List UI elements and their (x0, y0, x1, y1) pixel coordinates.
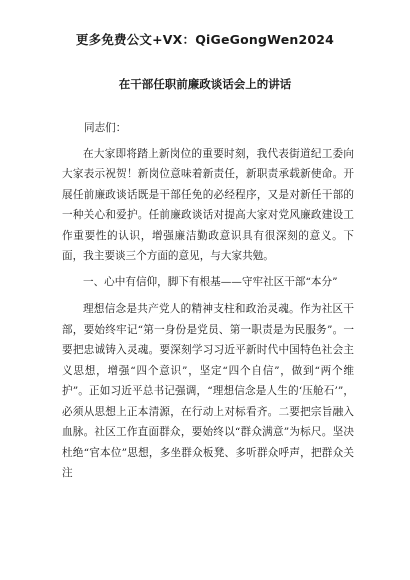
document-title: 在干部任职前廉政谈话会上的讲话 (118, 77, 292, 91)
intro-paragraph: 在大家即将踏上新岗位的重要时刻，我代表街道纪工委向大家表示祝贺！新岗位意味着新责任，新职责承载新使命。开展任前廉政谈话既是干部任免的必经程序，又是对新任干部的一种关心和爱护。任前廉政谈话对提高大家对党风廉政建设工作重要性的认识，增强廉洁勤政意识具有很深刻的意义。下面，我主要谈三个方面的意见，与大家共勉。 (62, 147, 354, 262)
body-paragraph: 理想信念是共产党人的精神支柱和政治灵魂。作为社区干部，要始终牢记“第一身份是党员、第一职责是为民服务”。一要把忠诚铸入灵魂。要深刻学习习近平新时代中国特色社会主义思想，增强“四个意识”，坚定“四个自信”，做到“两个维护”。正如习近平总书记强调，“理想信念是人生的‘压舱石’”，必须从思想上正本清源，在行动上对标看齐。二要把宗旨融入血脉。社区工作直面群众，要始终以“群众满意”为标尺。坚决杜绝“官本位”思想，多坐群众板凳、多听群众呼声，把群众关注 (62, 303, 354, 479)
document-body (62, 118, 354, 489)
salutation: 同志们： (84, 122, 127, 134)
watermark-banner: 更多免费公文+VX：QiGeGongWen2024 (75, 32, 335, 47)
section-heading: 一、心中有信仰，脚下有根基——守牢社区干部“本分” (83, 275, 338, 288)
